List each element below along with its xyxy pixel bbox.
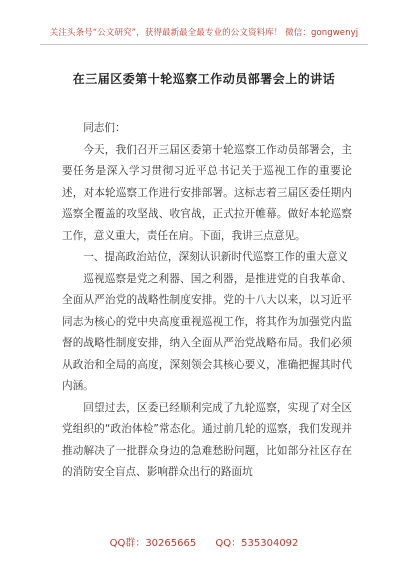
paragraph: 回望过去，区委已经顺利完成了九轮巡察，实现了对全区党组织的“政治体检”常态化。通过前几轮的巡察，我们发现并推动解决了一批群众身边的急难愁盼问题，比如部分社区存在的消防安全盲点、影响群众出行的路面坑 — [62, 401, 352, 478]
qq-group-number: QQ群：30265665 — [109, 538, 197, 549]
footer-contact — [0, 534, 408, 549]
header-divider — [40, 44, 368, 45]
document-body — [62, 118, 352, 484]
section-heading: 一、提高政治站位，深刻认识新时代巡察工作的重大意义 — [83, 251, 349, 263]
header-banner: 关注头条号“公文研究”，获得最新最全最专业的公文资料库！ 微信：gongwenyj — [49, 28, 359, 38]
document-title: 在三届区委第十轮巡察工作动员部署会上的讲话 — [72, 72, 336, 86]
paragraph: 今天，我们召开三届区委第十轮巡察工作动员部署会，主要任务是深入学习贯彻习近平总书记关于巡视工作的重要论述，对本轮巡察工作进行安排部署。这标志着三届区委任期内巡察全覆盖的攻坚战、收官战，正式拉开帷幕。做好本轮巡察工作，意义重大，责任在肩。下面，我讲三点意见。 — [62, 143, 352, 242]
qq-number: QQ：535304092 — [215, 538, 299, 549]
salutation: 同志们： — [83, 122, 126, 134]
paragraph: 巡视巡察是党之利器、国之利器，是推进党的自我革命、全面从严治党的战略性制度安排。党的十八大以来，以习近平同志为核心的党中央高度重视巡视工作，将其作为加强党内监督的战略性制度安排，纳入全面从严治党战略布局。我们必须从政治和全局的高度，深刻领会其核心要义，准确把握其时代内涵。 — [62, 272, 352, 392]
